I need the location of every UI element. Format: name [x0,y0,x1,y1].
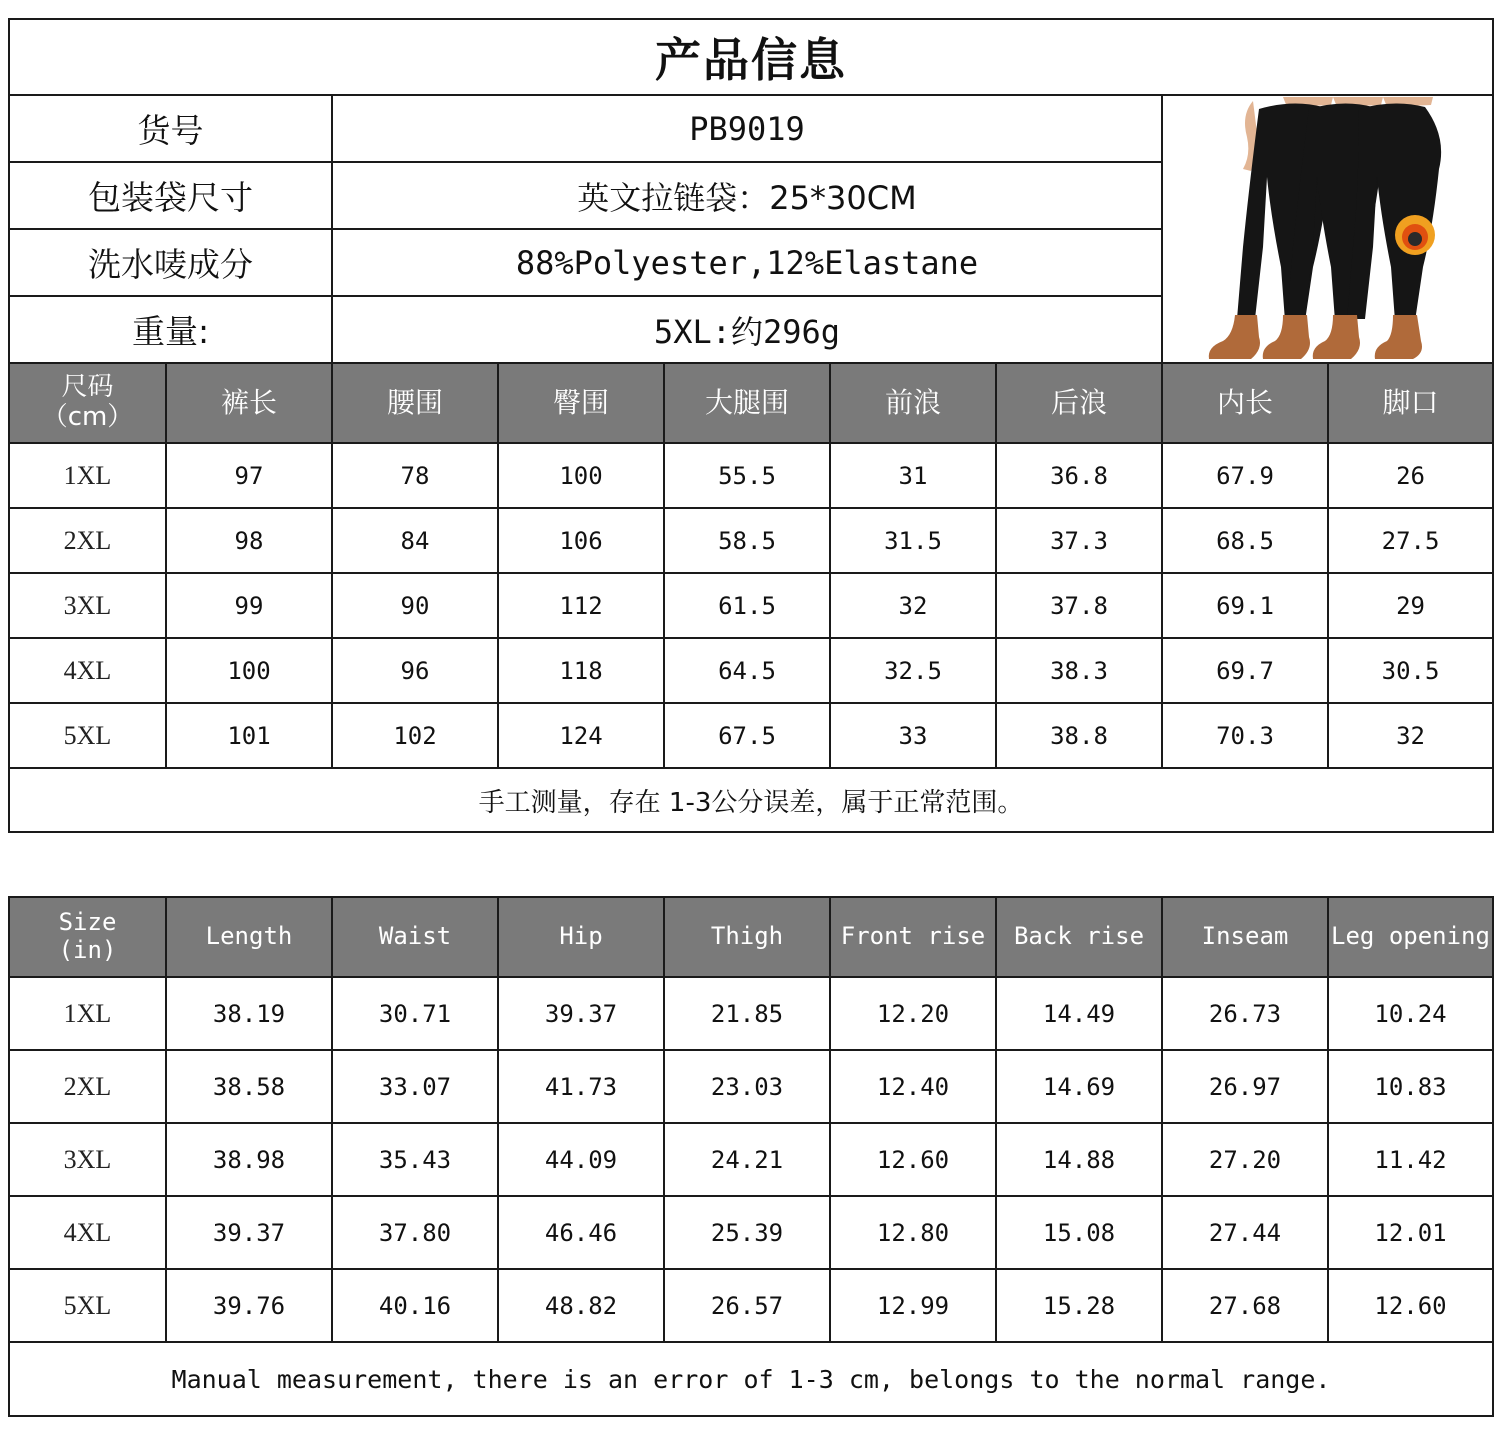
measurement-cell: 12.40 [830,1050,996,1123]
measurement-cell: 36.8 [996,443,1162,508]
table-row [9,1123,1493,1196]
cm-header-front-rise: 前浪 [830,363,996,443]
measurement-cell: 67.9 [1162,443,1328,508]
measurement-cell: 15.28 [996,1269,1162,1342]
in-header-inseam: Inseam [1162,897,1328,977]
measurement-cell: 98 [166,508,332,573]
table-row [9,1050,1493,1123]
measurement-cell: 10.83 [1328,1050,1493,1123]
measurement-cell: 40.16 [332,1269,498,1342]
measurement-cell: 26.57 [664,1269,830,1342]
measurement-cell: 100 [166,638,332,703]
measurement-cell: 38.19 [166,977,332,1050]
size-cell: 5XL [9,1269,166,1342]
measurement-cell: 27.20 [1162,1123,1328,1196]
measurement-cell: 48.82 [498,1269,664,1342]
measurement-cell: 55.5 [664,443,830,508]
measurement-cell: 38.8 [996,703,1162,768]
size-chart-inches [8,896,1494,1417]
cm-size-header-line2: （cm） [41,402,134,432]
table-row [9,573,1493,638]
size-cell: 4XL [9,638,166,703]
measurement-cell: 112 [498,573,664,638]
size-cell: 2XL [9,1050,166,1123]
in-header-row [9,897,1493,977]
measurement-cell: 14.69 [996,1050,1162,1123]
measurement-cell: 38.3 [996,638,1162,703]
in-size-header-line1: Size [58,908,117,937]
measurement-cell: 69.1 [1162,573,1328,638]
measurement-cell: 29 [1328,573,1493,638]
cm-size-header-line1: 尺码 [61,372,114,403]
measurement-cell: 11.42 [1328,1123,1493,1196]
measurement-cell: 26.97 [1162,1050,1328,1123]
measurement-cell: 12.60 [1328,1269,1493,1342]
measurement-cell: 30.5 [1328,638,1493,703]
measurement-cell: 27.68 [1162,1269,1328,1342]
table-row [9,1196,1493,1269]
measurement-cell: 39.37 [498,977,664,1050]
size-cell: 5XL [9,703,166,768]
item-number-value: PB9019 [332,95,1162,162]
measurement-cell: 70.3 [1162,703,1328,768]
measurement-cell: 44.09 [498,1123,664,1196]
measurement-cell: 33.07 [332,1050,498,1123]
item-number-label: 货号 [9,95,332,162]
cm-header-waist: 腰围 [332,363,498,443]
measurement-cell: 69.7 [1162,638,1328,703]
measurement-cell: 38.58 [166,1050,332,1123]
measurement-cell: 97 [166,443,332,508]
table-row [9,443,1493,508]
leggings-product-photo-icon [1163,97,1493,361]
product-info-title: 产品信息 [9,19,1493,95]
measurement-cell: 24.21 [664,1123,830,1196]
measurement-cell: 27.44 [1162,1196,1328,1269]
in-size-header-line2: (in) [58,936,117,964]
measurement-cell: 90 [332,573,498,638]
measurement-cell: 39.76 [166,1269,332,1342]
size-cell: 1XL [9,443,166,508]
measurement-cell: 35.43 [332,1123,498,1196]
measurement-cell: 68.5 [1162,508,1328,573]
in-header-thigh: Thigh [664,897,830,977]
measurement-cell: 106 [498,508,664,573]
size-cell: 3XL [9,1123,166,1196]
measurement-cell: 96 [332,638,498,703]
size-cell: 4XL [9,1196,166,1269]
measurement-cell: 31 [830,443,996,508]
cm-header-back-rise: 后浪 [996,363,1162,443]
bag-size-value: 英文拉链袋：25*30CM [332,162,1162,229]
measurement-cell: 41.73 [498,1050,664,1123]
measurement-cell: 67.5 [664,703,830,768]
measurement-cell: 102 [332,703,498,768]
in-header-back-rise: Back rise [996,897,1162,977]
measurement-cell: 32 [1328,703,1493,768]
measurement-cell: 32 [830,573,996,638]
measurement-cell: 124 [498,703,664,768]
measurement-cell: 64.5 [664,638,830,703]
measurement-cell: 14.88 [996,1123,1162,1196]
fabric-value: 88%Polyester,12%Elastane [332,229,1162,296]
table-row [9,703,1493,768]
in-size-header [9,897,166,977]
measurement-cell: 46.46 [498,1196,664,1269]
fabric-label: 洗水唛成分 [9,229,332,296]
cm-size-header [9,363,166,443]
measurement-cell: 26 [1328,443,1493,508]
size-cell: 1XL [9,977,166,1050]
measurement-cell: 39.37 [166,1196,332,1269]
cm-header-thigh: 大腿围 [664,363,830,443]
measurement-cell: 61.5 [664,573,830,638]
measurement-cell: 12.80 [830,1196,996,1269]
size-chart-cm [8,18,1494,833]
in-header-length: Length [166,897,332,977]
measurement-cell: 10.24 [1328,977,1493,1050]
measurement-cell: 14.49 [996,977,1162,1050]
weight-value: 5XL:约296g [332,296,1162,363]
measurement-cell: 23.03 [664,1050,830,1123]
measurement-cell: 84 [332,508,498,573]
measurement-cell: 15.08 [996,1196,1162,1269]
measurement-cell: 38.98 [166,1123,332,1196]
in-header-hip: Hip [498,897,664,977]
measurement-cell: 37.80 [332,1196,498,1269]
measurement-cell: 32.5 [830,638,996,703]
table-row [9,977,1493,1050]
measurement-cell: 12.20 [830,977,996,1050]
measurement-cell: 30.71 [332,977,498,1050]
measurement-cell: 101 [166,703,332,768]
measurement-cell: 37.8 [996,573,1162,638]
cm-header-hip: 臀围 [498,363,664,443]
measurement-cell: 27.5 [1328,508,1493,573]
measurement-cell: 37.3 [996,508,1162,573]
measurement-cell: 118 [498,638,664,703]
measurement-cell: 12.01 [1328,1196,1493,1269]
cm-header-length: 裤长 [166,363,332,443]
cm-header-inseam: 内长 [1162,363,1328,443]
table-row [9,638,1493,703]
measurement-cell: 26.73 [1162,977,1328,1050]
in-note: Manual measurement, there is an error of 1-3 cm, belongs to the normal range. [9,1342,1493,1416]
measurement-cell: 78 [332,443,498,508]
table-row [9,508,1493,573]
cm-header-row [9,363,1493,443]
cm-note: 手工测量，存在 1-3公分误差，属于正常范围。 [9,768,1493,832]
weight-label: 重量: [9,296,332,363]
in-header-leg-opening: Leg opening [1328,897,1493,977]
measurement-cell: 12.60 [830,1123,996,1196]
table-row [9,1269,1493,1342]
measurement-cell: 21.85 [664,977,830,1050]
cm-header-leg-opening: 脚口 [1328,363,1493,443]
in-header-waist: Waist [332,897,498,977]
measurement-cell: 99 [166,573,332,638]
measurement-cell: 31.5 [830,508,996,573]
measurement-cell: 100 [498,443,664,508]
size-cell: 3XL [9,573,166,638]
measurement-cell: 12.99 [830,1269,996,1342]
measurement-cell: 33 [830,703,996,768]
measurement-cell: 25.39 [664,1196,830,1269]
in-header-front-rise: Front rise [830,897,996,977]
product-image [1162,95,1493,363]
size-cell: 2XL [9,508,166,573]
bag-size-label: 包装袋尺寸 [9,162,332,229]
measurement-cell: 58.5 [664,508,830,573]
